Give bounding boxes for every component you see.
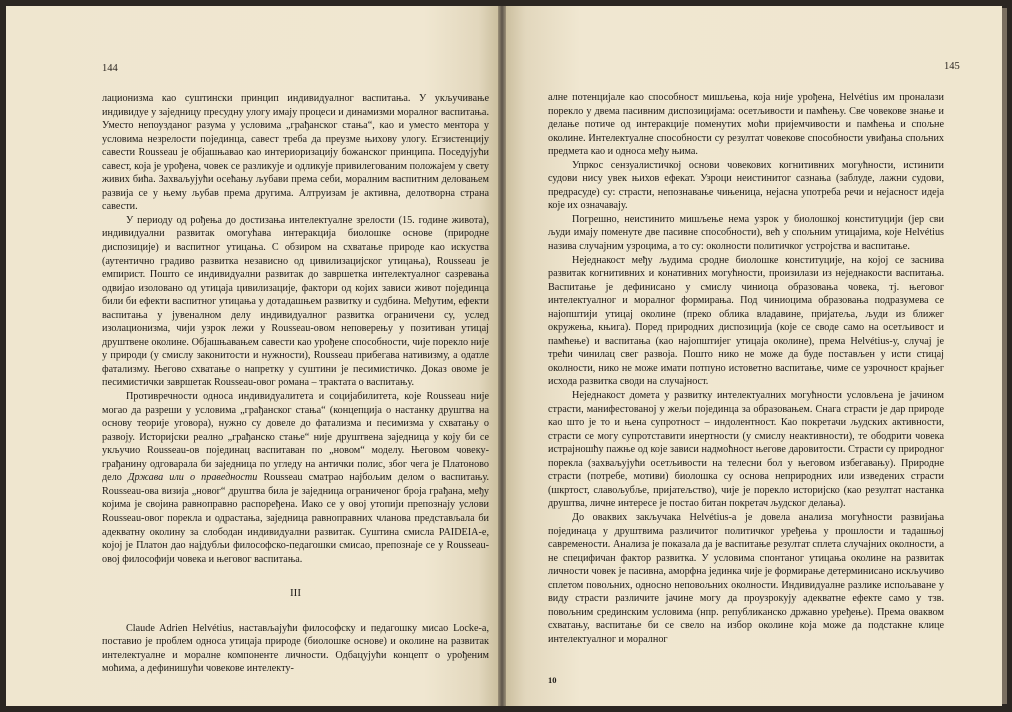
left-paragraph-4: Claude Adrien Helvétius, настављајући философску и педагошку мисао Locke-а, поставио је проблем односа утицаја природе (биолошке основе) и околине на развитак интелектуалне и моралне компоненте личности. Одбацујући концепт о урођеним моћима, а дефинишући човекове интелекту- [102, 622, 489, 675]
left-page-number: 144 [102, 63, 118, 74]
section-heading: III [290, 587, 301, 600]
right-paragraph-2: Упркос сензуалистичкој основи човекових когнитивних могућности, истинити судови нису увек њихов ефекат. Узроци неистинитог сазнања (заблуде, лажни судови, предрасуде) су: страсти, непознавање чињеница, нејасна употреба речи и нејасност идеја које их означавају. [548, 159, 944, 212]
right-page [506, 6, 1002, 706]
signature-mark: 10 [548, 675, 557, 685]
right-paragraph-5: Неједнакост домета у развитку интелектуалних могућности условљена је јачином страсти, манифестованој у жељи појединца за образовањем. Снага страсти је дар природе као што је то и њена супротност – индолентност. Као покретачи људских активности, страсти се могу супротставити инертности (у смислу неактивности), те ободрити човека истрајношћу пажње од које зависи надмоћност његове даровитости. Страсти су природног порекла (захваљујући осетљивости на телесни бол у његовом избегавању). Природне страсти (потребе, мотиви) биолошка су основа неприродних или изведених страсти (шкртост, славољубље, пријатељство), чије је порекло историјско (као резултат настанка друштва, личне интересе је постао битан покретач људског делања). [548, 390, 944, 510]
right-page-number: 145 [944, 61, 960, 72]
left-paragraph-2: У периоду од рођења до достизања интелектуалне зрелости (15. године живота), индивидуални развитак омогућава интеракција биолошке основе (природне диспозиције) и васпитног утицања. С обзиром на схватање природе као искуства (аутентично градиво развитка независно од цивилизацијског утицања), Rousseau је емпирист. Пошто се индивидуални развитак до завршетка интелектуалног сазревања одвијао изоловано од утицаја цивилизације, фактори од којих зависи живот појединца били би ефекти васпитног утицања у дотадашњем развитку и судбина. Међутим, ефекти васпитања у јувеналном делу индивидуалног развитка ограничени су, услед изолационизма, чији узрок лежи у Rousseau-овом неповерењу у позитиван утицај друштвене околине. Објашњавањем савести као урођене способности, чије порекло није у природи (у смислу законитости и нужности), Rousseau прибегава нативизму, а одатле фатализму. Његово схватање о напретку у суштини је песимистичко. Доказ овоме је песимистички завршетак Rousseau-овог романа – трактата о васпитању. [102, 214, 489, 389]
book-spine-fold [498, 6, 506, 706]
right-paragraph-4: Неједнакост међу људима сродне биолошке конституције, на којој се заснива развитак когнитивних и конативних могућности, произилази из неједнакости васпитања. Васпитање је дефинисано у смислу чиниоца образовања човека, тј. његовог интелектуалног и моралног формирања. Под чиниоцима образовања подразумева се најопштији утицај околине (преко облика владавине, пријатеља, људи из ближег окружења, књига). Поред природних диспозиција (које се своде само на осетљивост и памћење) и васпитања (као најопштијег утицаја околине), према Helvétius-у, случај је трећи чинилац свег развоја. Пошто нико не може да буде постављен у исти стицај околности, нико не може имати потпуно истоветно васпитање, чиме се узрочност крајњег исхода развитка своди на случајност. [548, 254, 944, 388]
italic-title: Држава или о праведности [127, 472, 258, 484]
right-paragraph-1: алне потенцијале као способност мишљења, која није урођена, Helvétius им проналази порекло у двема пасивним диспозицијама: осетљивости и памћењу. Све човекове знање и делање потиче од интеракције поменутих моћи пријемчивости и памћења и спољне околине. Интелектуалне способности су резултат човекове способности увиђања спољних предмета као и односа међу њима. [548, 92, 944, 158]
right-page-text [548, 91, 944, 646]
left-page-text [102, 92, 489, 676]
right-paragraph-6: До оваквих закључака Helvétius-а је довела анализа могућности развијања појединаца у друштвима различитог политичког уређења у прошлости и тадашњој савремености. Анализа је показала да је васпитање резултат сплета случајних околности, а не специфичан фактор развитка. У условима спонтаног утицања околине на развитак личности човек је пасивна, аморфна јединка чије је формирање детерминисано искључиво сплетом повољних, односно неповољних околности. Индивидуалне разлике испољаване у виду страсти различите јачине могу да проузрокују адекватне ефекте само у тзв. повољним срединским условима (нпр. републиканско државно уређење). Према оваквом схватању, васпитање би се свело на избор околине која може да подстакне клице интелектуалног и моралног [548, 511, 944, 645]
left-paragraph-3-continued: Rousseau смaтрао најбољим делом о васпитању. Rousseau-ова визија „новог“ друштва била је заједница ограниченог броја грађана, међу којима је својина равноправно распоређена. Иако се у овој утопији препознају услови Rousseau-овог порекла и одрастања, заједница равноправних чланова представљала би адекватну околину за слободан индивидуални развитак. Суштина смисла PAIDEIA-е, којој је Платон дао најдубљи философско-педагошки смисао, препознаје се у Rousseau-овој философији човека и његовог васпитања. [102, 472, 489, 565]
left-paragraph-1: лационизма као суштински принцип индивидуалног васпитања. У укључивање индивидуе у заједницу пресудну улогу имају процеси и динамизми моралног васпитања. Уместо непоузданог разума у условима „грађанског стања“, као и уместо ментора у условима незрелости појединца, савест треба да преузме њихову улогу. Егзистенцију савести Rousseau је објашњавао као интериоризацију божанског принципа. Поседујући савест, која је урођена, човек се разликује и одликује привилегованим положајем у свету живих бића. Захваљујући осећању љубави према себи, моралним васпитним деловањем развија се у њему љубав према другима. Алтруизам је активна, делотворна страна савести. [102, 93, 489, 213]
page-edge [1002, 8, 1007, 704]
left-paragraph-3-text: Противречности односа индивидуалитета и социјабилитета, које Rousseau није могао да разреши у условима „грађанског стања“ (концепција о настанку друштва на основу теорије уговора), нужно су довеле до фатализма и песимизма у схватању о развоју. Историјски реално „грађанско стање“ није друштвена заједница у коју би се укључио Rousseau-ов појединац васпитаван по „новом“ моделу. Његовом човеку-грађанину одговарала би заједница по угледу на антички полис, због чега је Платоново дело [102, 391, 489, 484]
left-paragraph-3 [102, 390, 489, 566]
right-paragraph-3: Погрешно, неистинито мишљење нема узрок у биолошкој конституцији (јер сви људи имају поменуте две пасивне способности), већ у спољним утицајима, које Helvétius назива случајним узроцима, а то су: околности политичког устројства и васпитање. [548, 213, 944, 253]
left-page [6, 6, 498, 706]
